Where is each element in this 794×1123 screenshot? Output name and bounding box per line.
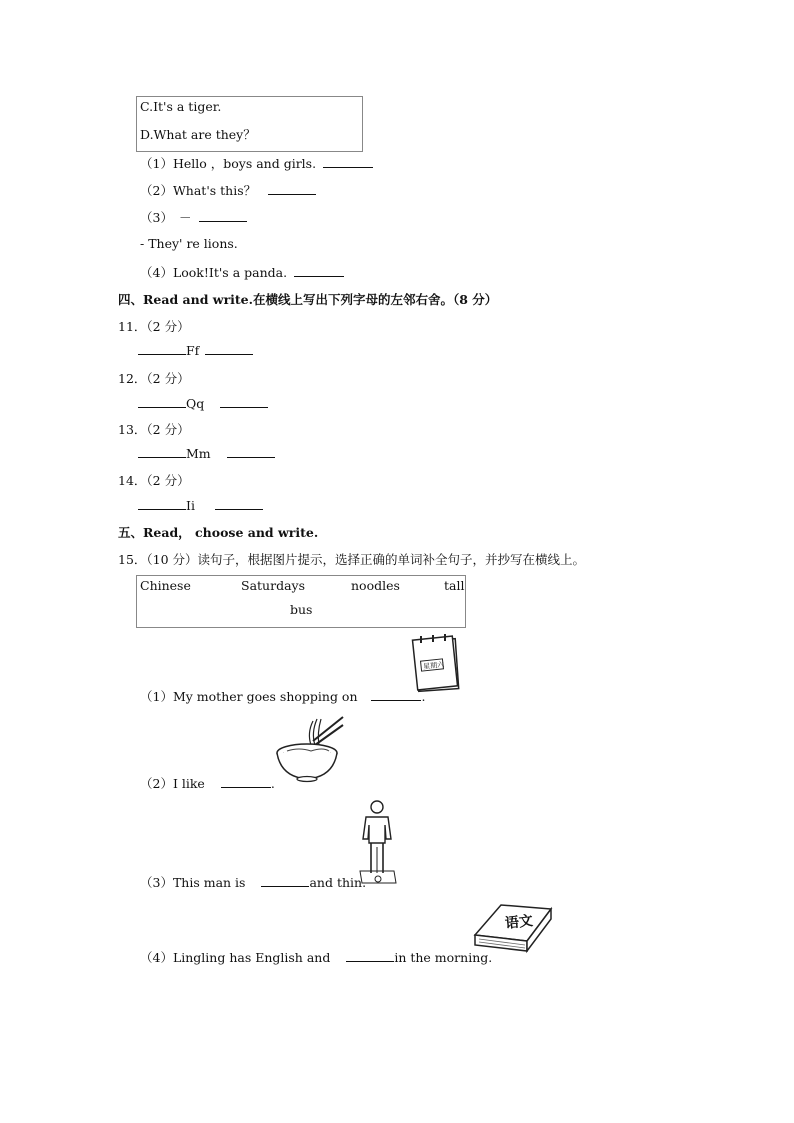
- q15-label: 15．（10 分）读句子，根据图片提示，选择正确的单词补全句子，并抄写在横线上。: [118, 552, 586, 567]
- sentence-after: .: [421, 689, 426, 704]
- q11-label: 11．（2 分）: [118, 319, 190, 334]
- calendar-text: 星期六: [422, 660, 445, 671]
- letters: Ii: [186, 498, 195, 513]
- item-number: （3）: [140, 210, 173, 225]
- section4-heading: 四、Read and write.在横线上写出下列字母的左邻右舍。（8 分）: [118, 292, 498, 307]
- answer-blank[interactable]: [261, 875, 309, 887]
- word-bank-item: Chinese: [140, 578, 191, 593]
- q14-line: [138, 498, 263, 513]
- answer-blank[interactable]: [294, 265, 344, 277]
- sentence-number: （2）: [140, 776, 173, 791]
- letters: Qq: [186, 396, 205, 411]
- q13-line: [138, 446, 275, 461]
- option-c: C.It's a tiger.: [140, 99, 222, 114]
- right-neighbor-blank[interactable]: [205, 343, 253, 355]
- item-text: －: [178, 210, 192, 225]
- sentence-number: （4）: [140, 950, 173, 965]
- s3-item-3-answer: - They' re lions.: [140, 236, 238, 251]
- item-text: What's this？: [172, 183, 257, 198]
- sentence-before: Lingling has English and: [172, 950, 331, 965]
- item-text: Hello ，boys and girls.: [172, 156, 317, 171]
- q11-line: [138, 343, 253, 358]
- right-neighbor-blank[interactable]: [227, 446, 275, 458]
- q13-label: 13．（2 分）: [118, 422, 190, 437]
- left-neighbor-blank[interactable]: [138, 498, 186, 510]
- word-bank-item: Saturdays: [241, 578, 305, 593]
- q12-line: [138, 396, 268, 411]
- right-neighbor-blank[interactable]: [220, 396, 268, 408]
- s3-item-3: [140, 208, 247, 226]
- letters: Ff: [186, 343, 200, 358]
- sentence-2: [140, 774, 275, 792]
- sentence-1: [140, 687, 425, 705]
- sentence-before: I like: [172, 776, 205, 791]
- item-number: （1）: [140, 156, 173, 171]
- right-neighbor-blank[interactable]: [215, 498, 263, 510]
- sentence-number: （3）: [140, 875, 173, 890]
- item-number: （2）: [140, 183, 173, 198]
- left-neighbor-blank[interactable]: [138, 446, 186, 458]
- q14-label: 14．（2 分）: [118, 473, 190, 488]
- sentence-after: in the morning.: [394, 950, 493, 965]
- sentence-4: [140, 948, 492, 966]
- sentence-after: and thin.: [309, 875, 367, 890]
- word-bank-item: tall: [444, 578, 465, 593]
- calendar-icon: [411, 632, 461, 694]
- book-title: 语文: [504, 913, 534, 933]
- item-text: Look!It's a panda.: [172, 265, 288, 280]
- sentence-3: [140, 873, 366, 891]
- answer-blank[interactable]: [371, 689, 421, 701]
- answer-blank[interactable]: [221, 776, 271, 788]
- sentence-after: .: [270, 776, 275, 791]
- section5-heading: 五、Read， choose and write.: [118, 525, 319, 540]
- q12-label: 12．（2 分）: [118, 371, 190, 386]
- letters: Mm: [186, 446, 211, 461]
- answer-blank[interactable]: [346, 950, 394, 962]
- s3-item-4: [140, 263, 344, 281]
- s3-item-2: [140, 181, 316, 199]
- option-d: D.What are they？: [140, 127, 256, 142]
- sentence-number: （1）: [140, 689, 173, 704]
- noodles-bowl-icon: [273, 713, 345, 783]
- sentence-before: My mother goes shopping on: [172, 689, 358, 704]
- sentence-before: This man is: [172, 875, 246, 890]
- answer-blank[interactable]: [268, 183, 316, 195]
- answer-blank[interactable]: [199, 210, 247, 222]
- word-bank-item: bus: [290, 602, 313, 617]
- left-neighbor-blank[interactable]: [138, 396, 186, 408]
- left-neighbor-blank[interactable]: [138, 343, 186, 355]
- word-bank-item: noodles: [351, 578, 400, 593]
- s3-item-1: [140, 154, 373, 172]
- answer-blank[interactable]: [323, 156, 373, 168]
- item-number: （4）: [140, 265, 173, 280]
